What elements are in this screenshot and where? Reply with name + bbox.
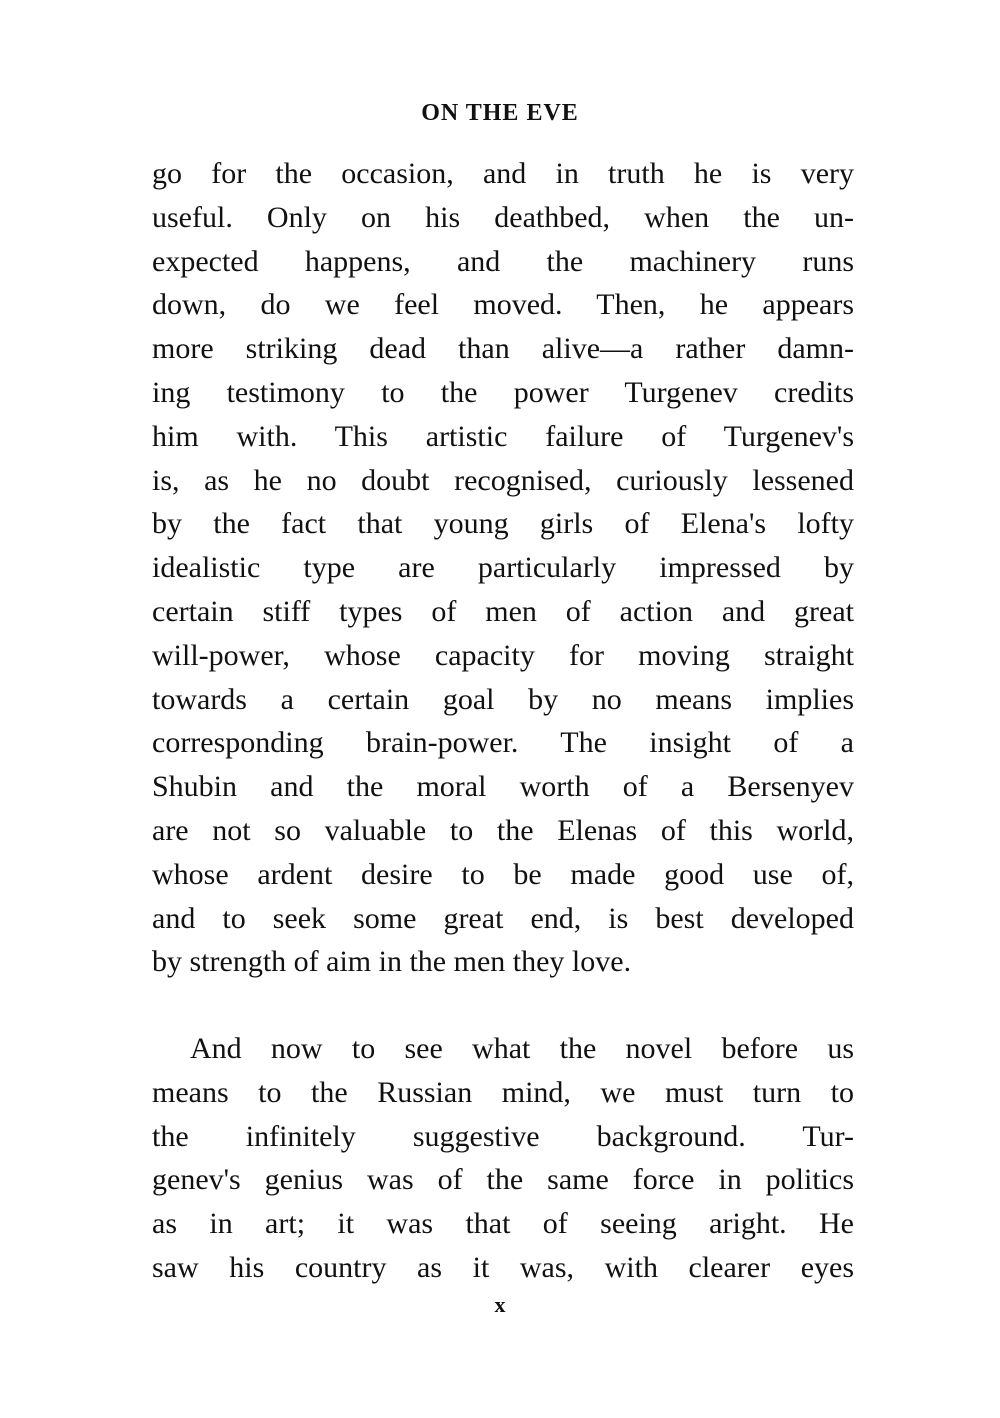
text-line: by strength of aim in the men they love.: [152, 945, 632, 979]
text-line: are not so valuable to the Elenas of this world,: [152, 813, 854, 847]
text-line: will-power, whose capacity for moving straight: [152, 638, 854, 672]
text-line: means to the Russian mind, we must turn to: [152, 1075, 854, 1109]
text-line: Shubin and the moral worth of a Bersenyev: [152, 770, 854, 804]
text-line: him with. This artistic failure of Turgenev's: [152, 419, 854, 453]
paragraph-2: [152, 1027, 854, 1290]
text-line: whose ardent desire to be made good use of,: [152, 857, 854, 891]
text-line: go for the occasion, and in truth he is very: [152, 157, 854, 190]
text-line: is, as he no doubt recognised, curiously lessened: [152, 463, 854, 497]
text-line: corresponding brain-power. The insight of a: [152, 726, 854, 760]
text-line: as in art; it was that of seeing aright. He: [152, 1207, 854, 1241]
text-line: useful. Only on his deathbed, when the un-: [152, 200, 854, 234]
text-line: certain stiff types of men of action and great: [152, 594, 854, 628]
text-line: the infinitely suggestive background. Tur-: [152, 1119, 854, 1153]
text-line: genev's genius was of the same force in politics: [152, 1163, 854, 1197]
page-number: x: [494, 1292, 506, 1317]
text-line: ing testimony to the power Turgenev credits: [152, 375, 854, 409]
text-line: by the fact that young girls of Elena's lofty: [152, 507, 854, 541]
text-line: towards a certain goal by no means implies: [152, 682, 854, 716]
text-line: and to seek some great end, is best developed: [152, 901, 854, 935]
running-head: ON THE EVE: [421, 100, 579, 126]
text-line: And now to see what the novel before us: [190, 1032, 854, 1065]
text-line: more striking dead than alive—a rather damn-: [152, 332, 854, 366]
text-line: down, do we feel moved. Then, he appears: [152, 288, 854, 322]
text-line: saw his country as it was, with clearer eyes: [152, 1250, 854, 1284]
text-line: idealistic type are particularly impressed by: [152, 551, 854, 585]
paragraph-1: [152, 152, 854, 984]
text-line: expected happens, and the machinery runs: [152, 244, 854, 278]
